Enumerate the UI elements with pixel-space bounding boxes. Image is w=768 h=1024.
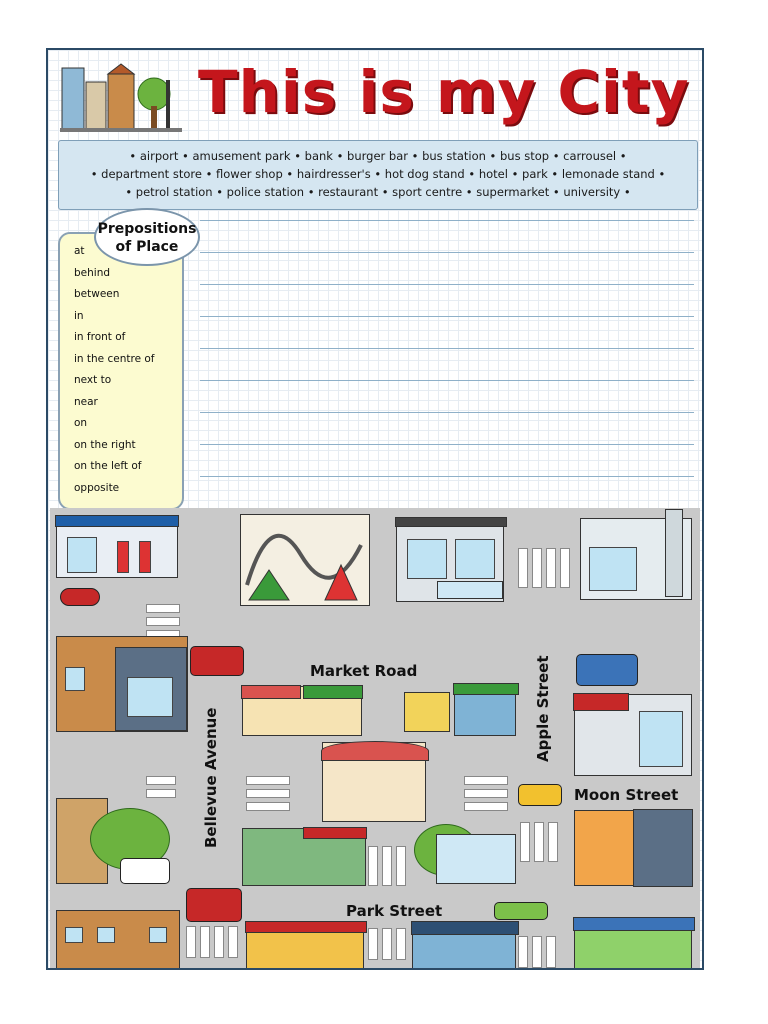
street-label-park-street: Park Street [346, 902, 443, 920]
preposition-item: in the centre of [74, 352, 155, 365]
double-decker-bus-icon [186, 888, 242, 922]
flower-shop-building [242, 828, 366, 886]
rollercoaster-icon [241, 515, 369, 605]
street-label-bellevue-avenue: Bellevue Avenue [202, 707, 220, 848]
convertible-car-icon [494, 902, 548, 920]
petrol-station-building [56, 516, 178, 578]
university-building [56, 910, 180, 970]
bank-building [412, 922, 516, 970]
preposition-item: on the right [74, 438, 136, 451]
worksheet [46, 48, 704, 970]
preposition-item: in [74, 309, 84, 322]
amusement-park-building [240, 514, 370, 606]
prepositions-heading-line-2: of Place [115, 239, 179, 255]
police-station-building [574, 694, 692, 776]
preposition-item: on the left of [74, 460, 142, 472]
bus-stop-building [436, 834, 516, 884]
preposition-item: behind [74, 266, 111, 279]
bus-station-building [396, 518, 504, 602]
preposition-item: in front of [74, 331, 126, 343]
street-label-moon-street: Moon Street [574, 786, 679, 804]
motorbike-icon [60, 588, 100, 606]
supermarket-building [56, 636, 188, 732]
writing-line[interactable] [200, 444, 694, 445]
word-bank [58, 140, 698, 210]
van-icon [120, 858, 170, 884]
department-store-building [246, 922, 364, 970]
word-bank-line-1: • airport • amusement park • bank • burger bar • bus station • bus stop • carrousel • [129, 149, 627, 163]
airport-building [580, 518, 692, 600]
truck-icon [190, 646, 244, 676]
writing-line[interactable] [200, 284, 694, 285]
word-bank-line-2: • department store • flower shop • hairdresser's • hot dog stand • hotel • park • lemonade stand • [90, 167, 666, 181]
hot-dog-stand [404, 692, 450, 732]
market-stalls [242, 686, 362, 736]
writing-line[interactable] [200, 380, 694, 381]
bus-icon [576, 654, 638, 686]
taxi-icon [518, 784, 562, 806]
writing-line[interactable] [200, 252, 694, 253]
city-skyline-icon [60, 62, 182, 132]
street-label-apple-street: Apple Street [534, 655, 552, 762]
prepositions-heading-line-1: Prepositions [97, 221, 197, 237]
preposition-item: next to [74, 374, 112, 386]
writing-line[interactable] [200, 476, 694, 477]
page-title: This is my City [198, 58, 690, 126]
preposition-item: at [74, 245, 85, 257]
writing-line[interactable] [200, 316, 694, 317]
writing-line[interactable] [200, 348, 694, 349]
city-map [50, 508, 700, 970]
street-label-market-road: Market Road [310, 662, 418, 680]
hairdressers-building [574, 810, 692, 886]
preposition-item: on [74, 417, 88, 429]
writing-lines [200, 220, 694, 508]
preposition-item: between [74, 288, 120, 300]
burger-bar-building [454, 684, 516, 736]
writing-line[interactable] [200, 220, 694, 221]
word-bank-line-3: • petrol station • police station • restaurant • sport centre • supermarket • university • [125, 185, 631, 199]
writing-line[interactable] [200, 412, 694, 413]
preposition-item: opposite [74, 481, 120, 494]
sport-centre-building [574, 918, 692, 970]
preposition-item: near [74, 395, 98, 408]
carrousel [322, 742, 426, 822]
prepositions-list [74, 245, 155, 503]
